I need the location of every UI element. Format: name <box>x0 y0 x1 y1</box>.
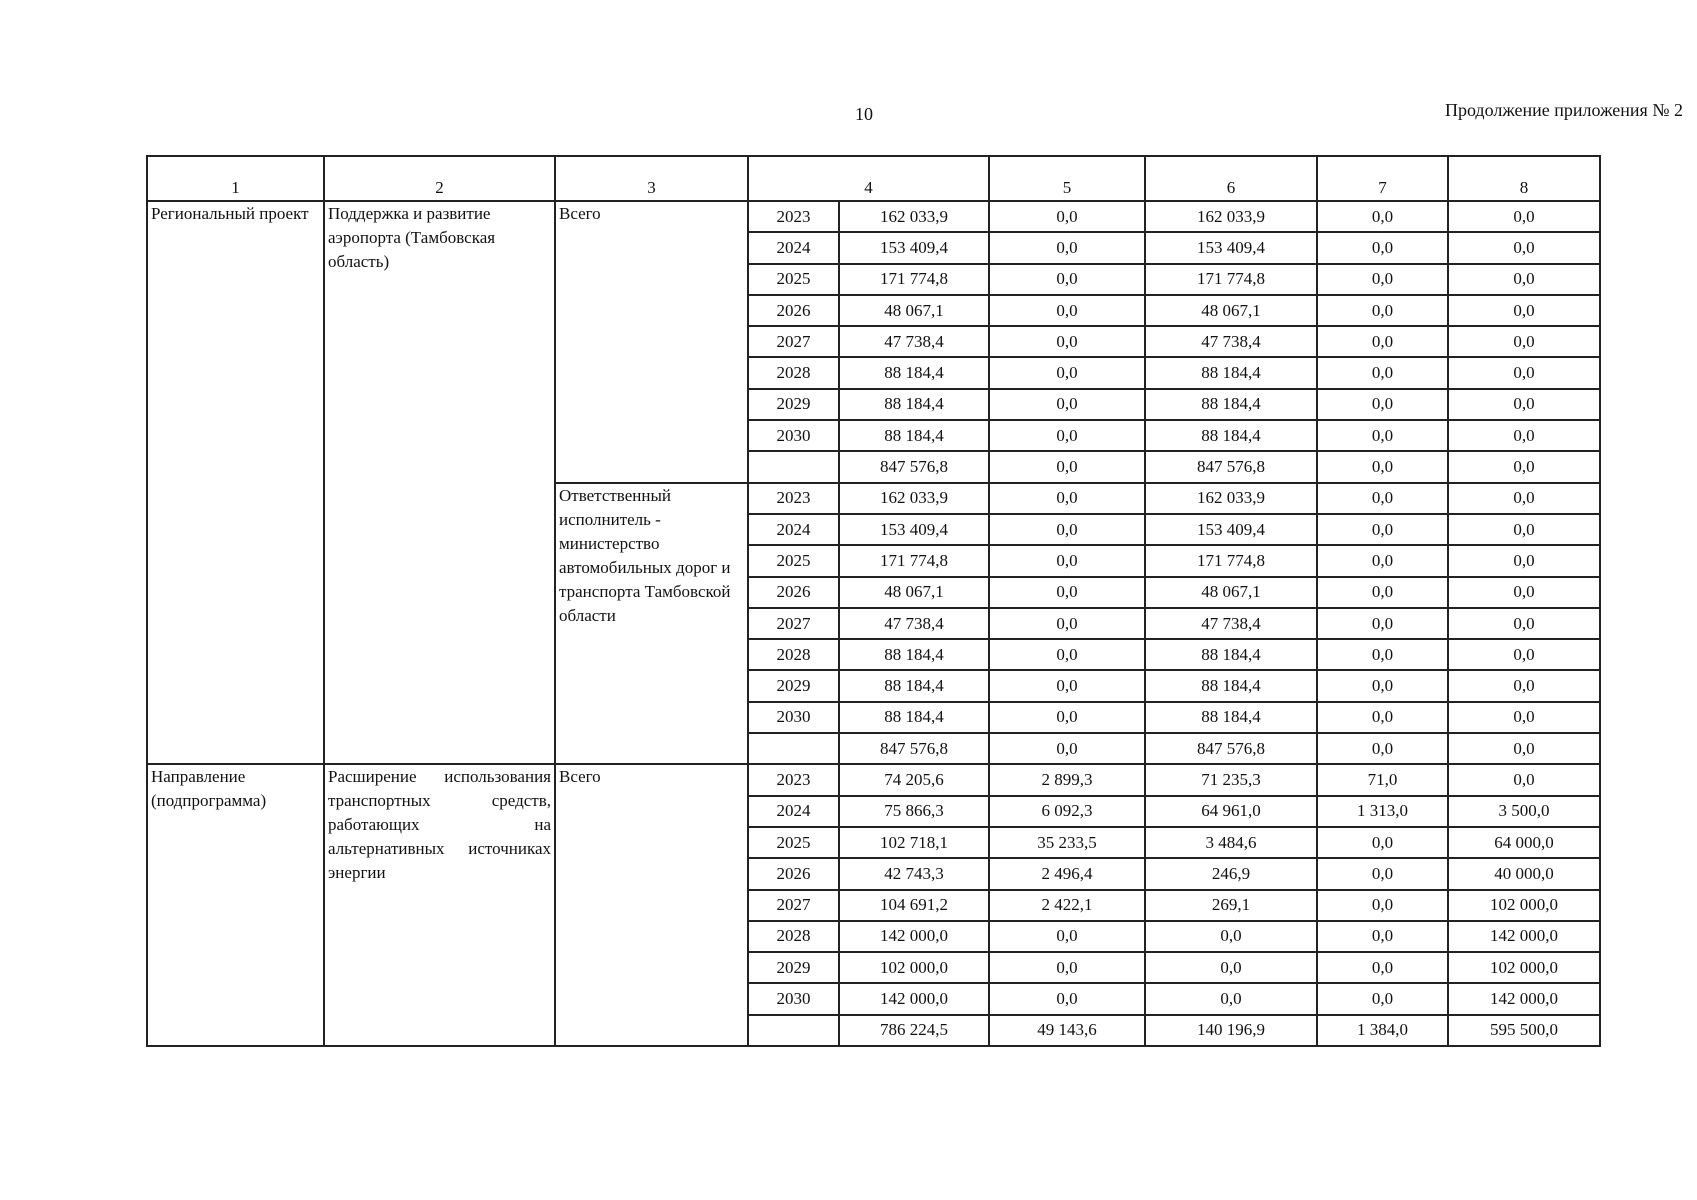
value-cell: 786 224,5 <box>839 1015 989 1046</box>
value-cell: 0,0 <box>1317 702 1448 733</box>
value-cell: 88 184,4 <box>1145 420 1317 451</box>
value-cell: 153 409,4 <box>839 514 989 545</box>
value-cell: 102 000,0 <box>1448 890 1600 921</box>
year-cell: 2029 <box>748 670 839 701</box>
value-cell: 171 774,8 <box>839 264 989 295</box>
table-row <box>147 201 1600 232</box>
value-cell: 1 384,0 <box>1317 1015 1448 1046</box>
year-cell: 2025 <box>748 264 839 295</box>
value-cell: 0,0 <box>989 545 1145 576</box>
funding-source-cell: Ответственный исполнитель - министерство автомобильных дорог и транспорта Тамбовской области <box>555 483 748 765</box>
value-cell: 162 033,9 <box>1145 483 1317 514</box>
value-cell: 0,0 <box>1317 357 1448 388</box>
value-cell: 0,0 <box>989 514 1145 545</box>
value-cell: 847 576,8 <box>839 451 989 482</box>
value-cell: 0,0 <box>1317 608 1448 639</box>
value-cell: 269,1 <box>1145 890 1317 921</box>
value-cell: 0,0 <box>1317 983 1448 1014</box>
value-cell: 142 000,0 <box>839 921 989 952</box>
value-cell: 0,0 <box>989 952 1145 983</box>
value-cell: 47 738,4 <box>839 326 989 357</box>
value-cell: 0,0 <box>1448 451 1600 482</box>
value-cell: 0,0 <box>1317 733 1448 764</box>
value-cell: 0,0 <box>989 921 1145 952</box>
value-cell: 847 576,8 <box>839 733 989 764</box>
value-cell: 0,0 <box>989 232 1145 263</box>
year-cell: 2028 <box>748 357 839 388</box>
year-cell: 2027 <box>748 326 839 357</box>
value-cell: 40 000,0 <box>1448 858 1600 889</box>
funding-source-cell: Всего <box>555 764 748 1046</box>
value-cell: 88 184,4 <box>839 357 989 388</box>
value-cell: 0,0 <box>1448 514 1600 545</box>
year-cell: 2029 <box>748 389 839 420</box>
value-cell: 162 033,9 <box>839 483 989 514</box>
value-cell: 47 738,4 <box>839 608 989 639</box>
value-cell: 0,0 <box>1448 483 1600 514</box>
value-cell: 64 000,0 <box>1448 827 1600 858</box>
funding-source-cell: Всего <box>555 201 748 483</box>
value-cell: 153 409,4 <box>1145 232 1317 263</box>
value-cell: 48 067,1 <box>839 295 989 326</box>
value-cell: 847 576,8 <box>1145 451 1317 482</box>
value-cell: 140 196,9 <box>1145 1015 1317 1046</box>
value-cell: 102 718,1 <box>839 827 989 858</box>
continuation-note: Продолжение приложения № 2 <box>1444 100 1683 120</box>
value-cell: 0,0 <box>1448 420 1600 451</box>
column-header-2: 2 <box>324 156 555 201</box>
value-cell: 104 691,2 <box>839 890 989 921</box>
value-cell: 0,0 <box>1317 670 1448 701</box>
value-cell: 0,0 <box>1448 326 1600 357</box>
value-cell: 88 184,4 <box>839 389 989 420</box>
year-cell: 2026 <box>748 577 839 608</box>
value-cell: 0,0 <box>989 577 1145 608</box>
value-cell: 0,0 <box>1145 983 1317 1014</box>
value-cell: 142 000,0 <box>839 983 989 1014</box>
value-cell: 153 409,4 <box>839 232 989 263</box>
year-cell: 2023 <box>748 764 839 795</box>
value-cell: 171 774,8 <box>1145 545 1317 576</box>
value-cell: 0,0 <box>1448 232 1600 263</box>
value-cell: 142 000,0 <box>1448 921 1600 952</box>
value-cell: 0,0 <box>1448 670 1600 701</box>
year-cell: 2026 <box>748 858 839 889</box>
value-cell: 0,0 <box>1317 451 1448 482</box>
value-cell: 0,0 <box>1317 827 1448 858</box>
year-cell <box>748 733 839 764</box>
header-row <box>147 156 1600 201</box>
value-cell: 0,0 <box>1317 420 1448 451</box>
value-cell: 0,0 <box>1145 921 1317 952</box>
value-cell: 162 033,9 <box>839 201 989 232</box>
year-cell: 2025 <box>748 827 839 858</box>
value-cell: 0,0 <box>989 357 1145 388</box>
value-cell: 74 205,6 <box>839 764 989 795</box>
value-cell: 0,0 <box>1448 295 1600 326</box>
value-cell: 0,0 <box>1448 577 1600 608</box>
value-cell: 0,0 <box>1317 326 1448 357</box>
year-cell: 2025 <box>748 545 839 576</box>
budget-table <box>146 155 1601 1047</box>
value-cell: 0,0 <box>1448 639 1600 670</box>
value-cell: 0,0 <box>1317 890 1448 921</box>
column-header-1: 1 <box>147 156 324 201</box>
value-cell: 88 184,4 <box>839 702 989 733</box>
year-cell: 2030 <box>748 702 839 733</box>
value-cell: 0,0 <box>989 201 1145 232</box>
year-cell: 2026 <box>748 295 839 326</box>
value-cell: 0,0 <box>1448 389 1600 420</box>
value-cell: 0,0 <box>989 326 1145 357</box>
value-cell: 47 738,4 <box>1145 326 1317 357</box>
value-cell: 0,0 <box>1317 577 1448 608</box>
value-cell: 88 184,4 <box>839 670 989 701</box>
value-cell: 0,0 <box>989 670 1145 701</box>
value-cell: 88 184,4 <box>1145 389 1317 420</box>
value-cell: 35 233,5 <box>989 827 1145 858</box>
value-cell: 0,0 <box>1317 858 1448 889</box>
value-cell: 0,0 <box>989 389 1145 420</box>
page-number: 10 <box>855 104 873 124</box>
column-header-5: 5 <box>989 156 1145 201</box>
value-cell: 0,0 <box>1448 545 1600 576</box>
value-cell: 71,0 <box>1317 764 1448 795</box>
value-cell: 0,0 <box>989 264 1145 295</box>
value-cell: 0,0 <box>1317 389 1448 420</box>
year-cell: 2023 <box>748 483 839 514</box>
value-cell: 71 235,3 <box>1145 764 1317 795</box>
value-cell: 42 743,3 <box>839 858 989 889</box>
value-cell: 75 866,3 <box>839 796 989 827</box>
year-cell: 2030 <box>748 983 839 1014</box>
year-cell: 2028 <box>748 639 839 670</box>
value-cell: 0,0 <box>989 702 1145 733</box>
section-title-cell: Расширение использования транспортных средств, работающих на альтернативных источниках энергии <box>324 764 555 1046</box>
value-cell: 2 422,1 <box>989 890 1145 921</box>
value-cell: 0,0 <box>1317 201 1448 232</box>
value-cell: 0,0 <box>1448 201 1600 232</box>
value-cell: 3 500,0 <box>1448 796 1600 827</box>
value-cell: 88 184,4 <box>1145 670 1317 701</box>
value-cell: 142 000,0 <box>1448 983 1600 1014</box>
value-cell: 47 738,4 <box>1145 608 1317 639</box>
value-cell: 0,0 <box>989 983 1145 1014</box>
value-cell: 595 500,0 <box>1448 1015 1600 1046</box>
value-cell: 0,0 <box>1448 608 1600 639</box>
year-cell: 2024 <box>748 232 839 263</box>
value-cell: 2 496,4 <box>989 858 1145 889</box>
year-cell: 2024 <box>748 796 839 827</box>
column-header-6: 6 <box>1145 156 1317 201</box>
column-header-4: 4 <box>748 156 989 201</box>
value-cell: 0,0 <box>1317 514 1448 545</box>
value-cell: 88 184,4 <box>1145 639 1317 670</box>
value-cell: 3 484,6 <box>1145 827 1317 858</box>
year-cell: 2030 <box>748 420 839 451</box>
value-cell: 48 067,1 <box>1145 577 1317 608</box>
value-cell: 0,0 <box>989 639 1145 670</box>
value-cell: 48 067,1 <box>839 577 989 608</box>
value-cell: 0,0 <box>1448 733 1600 764</box>
value-cell: 0,0 <box>1317 232 1448 263</box>
value-cell: 0,0 <box>1317 952 1448 983</box>
value-cell: 0,0 <box>989 733 1145 764</box>
value-cell: 0,0 <box>1317 483 1448 514</box>
table-row <box>147 764 1600 795</box>
section-title-cell: Поддержка и развитие аэропорта (Тамбовская область) <box>324 201 555 764</box>
value-cell: 0,0 <box>989 420 1145 451</box>
section-type-cell: Региональный проект <box>147 201 324 764</box>
value-cell: 2 899,3 <box>989 764 1145 795</box>
year-cell <box>748 451 839 482</box>
value-cell: 102 000,0 <box>839 952 989 983</box>
value-cell: 0,0 <box>1448 764 1600 795</box>
value-cell: 847 576,8 <box>1145 733 1317 764</box>
value-cell: 0,0 <box>1145 952 1317 983</box>
value-cell: 64 961,0 <box>1145 796 1317 827</box>
year-cell: 2023 <box>748 201 839 232</box>
value-cell: 0,0 <box>1317 545 1448 576</box>
value-cell: 246,9 <box>1145 858 1317 889</box>
year-cell <box>748 1015 839 1046</box>
value-cell: 0,0 <box>1448 702 1600 733</box>
value-cell: 0,0 <box>1448 264 1600 295</box>
value-cell: 102 000,0 <box>1448 952 1600 983</box>
year-cell: 2029 <box>748 952 839 983</box>
value-cell: 88 184,4 <box>1145 357 1317 388</box>
value-cell: 0,0 <box>1448 357 1600 388</box>
section-type-cell: Направление (подпрограмма) <box>147 764 324 1046</box>
value-cell: 0,0 <box>989 451 1145 482</box>
year-cell: 2027 <box>748 608 839 639</box>
value-cell: 0,0 <box>1317 639 1448 670</box>
value-cell: 88 184,4 <box>1145 702 1317 733</box>
year-cell: 2028 <box>748 921 839 952</box>
year-cell: 2027 <box>748 890 839 921</box>
value-cell: 153 409,4 <box>1145 514 1317 545</box>
value-cell: 49 143,6 <box>989 1015 1145 1046</box>
value-cell: 88 184,4 <box>839 639 989 670</box>
value-cell: 0,0 <box>989 608 1145 639</box>
year-cell: 2024 <box>748 514 839 545</box>
value-cell: 88 184,4 <box>839 420 989 451</box>
value-cell: 0,0 <box>989 295 1145 326</box>
value-cell: 0,0 <box>1317 264 1448 295</box>
column-header-8: 8 <box>1448 156 1600 201</box>
column-header-3: 3 <box>555 156 748 201</box>
value-cell: 0,0 <box>1317 295 1448 326</box>
value-cell: 6 092,3 <box>989 796 1145 827</box>
value-cell: 162 033,9 <box>1145 201 1317 232</box>
column-header-7: 7 <box>1317 156 1448 201</box>
value-cell: 171 774,8 <box>1145 264 1317 295</box>
value-cell: 0,0 <box>989 483 1145 514</box>
value-cell: 0,0 <box>1317 921 1448 952</box>
value-cell: 171 774,8 <box>839 545 989 576</box>
value-cell: 48 067,1 <box>1145 295 1317 326</box>
value-cell: 1 313,0 <box>1317 796 1448 827</box>
